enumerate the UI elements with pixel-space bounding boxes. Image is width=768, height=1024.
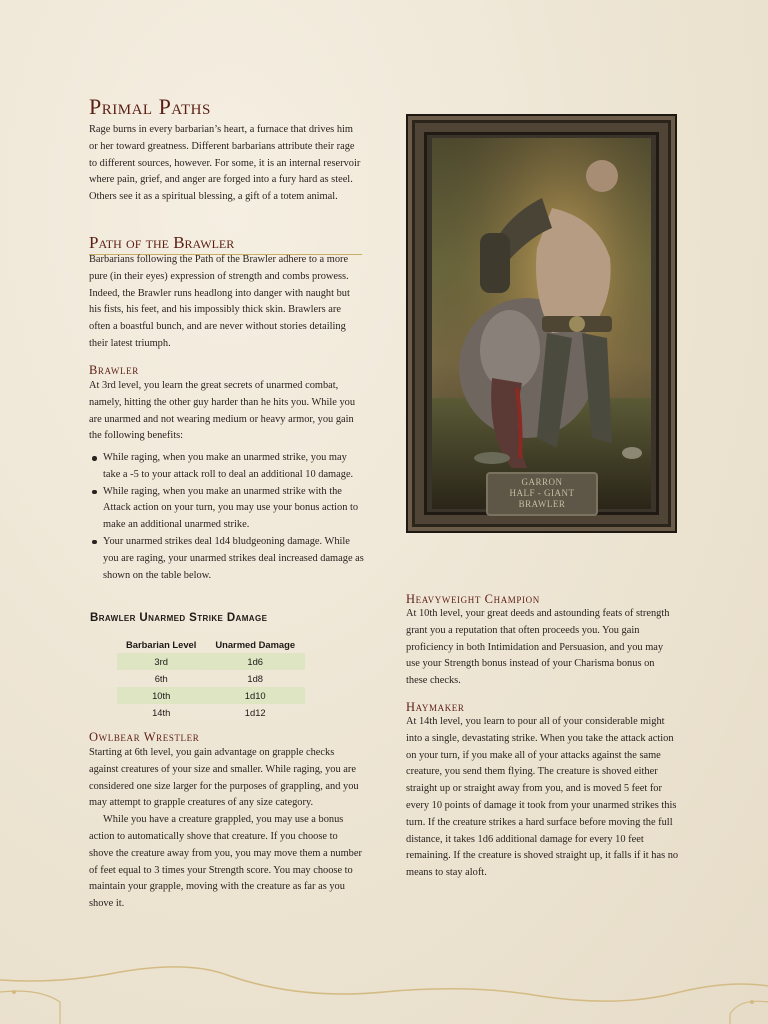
damage-table-title: Brawler Unarmed Strike Damage [90,612,268,624]
table-header-level: Barbarian Level [126,639,197,650]
owlbear-p2: While you have a creature grappled, you may use a bonus action to automatically shove that creature. If you choose to shove the creature away from you, you may move them a number of feet equal to 3 times your Strength score. You may choose to maintain your grapple, moving with the creature as far as you shove it. [89,814,362,910]
brawler-heading: Brawler [89,363,139,377]
table-cell-level: 10th [117,687,205,704]
damage-table [117,637,305,721]
owlbear-wrestler-text [89,745,364,913]
table-cell-level: 6th [154,673,168,684]
haymaker-heading: Haymaker [406,700,465,714]
heavyweight-champion-text: At 10th level, your great deeds and astounding feats of strength grant you a reputation that often proceeds you. You gain proficiency in both Intimidation and Persuasion, and you may use your Strength bonus instead of your Charisma bonus on these checks. [406,608,670,687]
path-of-the-brawler-heading: Path of the Brawler [89,233,362,255]
table-row [117,687,305,704]
illustration-scene [432,138,651,509]
table-cell-damage: 1d8 [247,673,264,684]
page-title: Primal Paths [89,94,211,119]
heavyweight-champion-heading: Heavyweight Champion [406,592,540,606]
table-header-damage: Unarmed Damage [215,639,296,650]
plaque-name: GARRON [521,477,563,487]
list-item: Your unarmed strikes deal 1d4 bludgeoning damage. While you are raging, your unarmed strikes deal increased damage as shown on the table below. [89,534,364,584]
table-cell-level: 3rd [117,653,205,670]
half-giant-figure-icon [432,138,651,509]
table-row [117,704,305,721]
owlbear-p1: Starting at 6th level, you gain advantage on grapple checks against creatures of your size and smaller. While raging, you are considered one size larger for the purposes of grappling, and you may attempt to grapple creatures of any size category. [89,747,359,809]
list-item: While raging, when you make an unarmed strike with the Attack action on your turn, you may use your bonus action to make an additional unarmed strike. [89,484,364,534]
plaque-class: BRAWLER [518,499,566,509]
brawler-benefits-list [89,450,364,584]
brawler-illustration [406,114,677,533]
table-cell-damage: 1d6 [205,653,305,670]
primal-paths-intro: Rage burns in every barbarian’s heart, a furnace that drives him or her toward greatness. Different barbarians attribute their rage to different sources, however. For some, it is an internal reservoir where pain, grief, and anger are forged into a fury hard as steel. Others see it as a spiritual blessing, a gift of a totem animal. [89,124,361,203]
table-cell-level: 14th [152,707,171,718]
list-item: While raging, when you make an unarmed strike, you may take a -5 to your attack roll to deal an additional 10 damage. [89,450,364,484]
brawler-path-intro: Barbarians following the Path of the Brawler adhere to a more pure (in their eyes) expression of strength and combs prowess. Indeed, the Brawler runs headlong into danger with naught but his fists, his feet, and his impossibly thick skin. Brawlers are often a boastful bunch, and are never without stories detailing their latest triumph. [89,254,350,349]
plaque-race: HALF - GIANT [509,488,575,498]
table-row [117,670,305,687]
table-cell-damage: 1d10 [205,687,305,704]
brawler-text: At 3rd level, you learn the great secrets of unarmed combat, namely, hitting the other guy harder than he hits you. While you are unarmed and not wearing medium or heavy armor, you gain the following benefits: [89,380,356,442]
table-cell-damage: 1d12 [244,707,266,718]
table-row [117,653,305,670]
owlbear-wrestler-heading: Owlbear Wrestler [89,730,200,744]
character-plaque [486,472,598,516]
decorative-border-icon [0,962,768,1024]
haymaker-text: At 14th level, you learn to pour all of your considerable might into a single, devastating strike. When you take the attack action on your turn, if you make all of your attacks against the same creature, you send them flying. The creature is shoved either straight up or straight away from you, and is moved 5 feet for every 10 points of damage it took from your unarmed strikes this turn. If the creature strikes a hard surface before moving the full distance, it takes 1d6 additional damage for every 10 feet remaining. If the creature is shoved straight up, it falls if it has no means to stay aloft. [406,716,679,879]
